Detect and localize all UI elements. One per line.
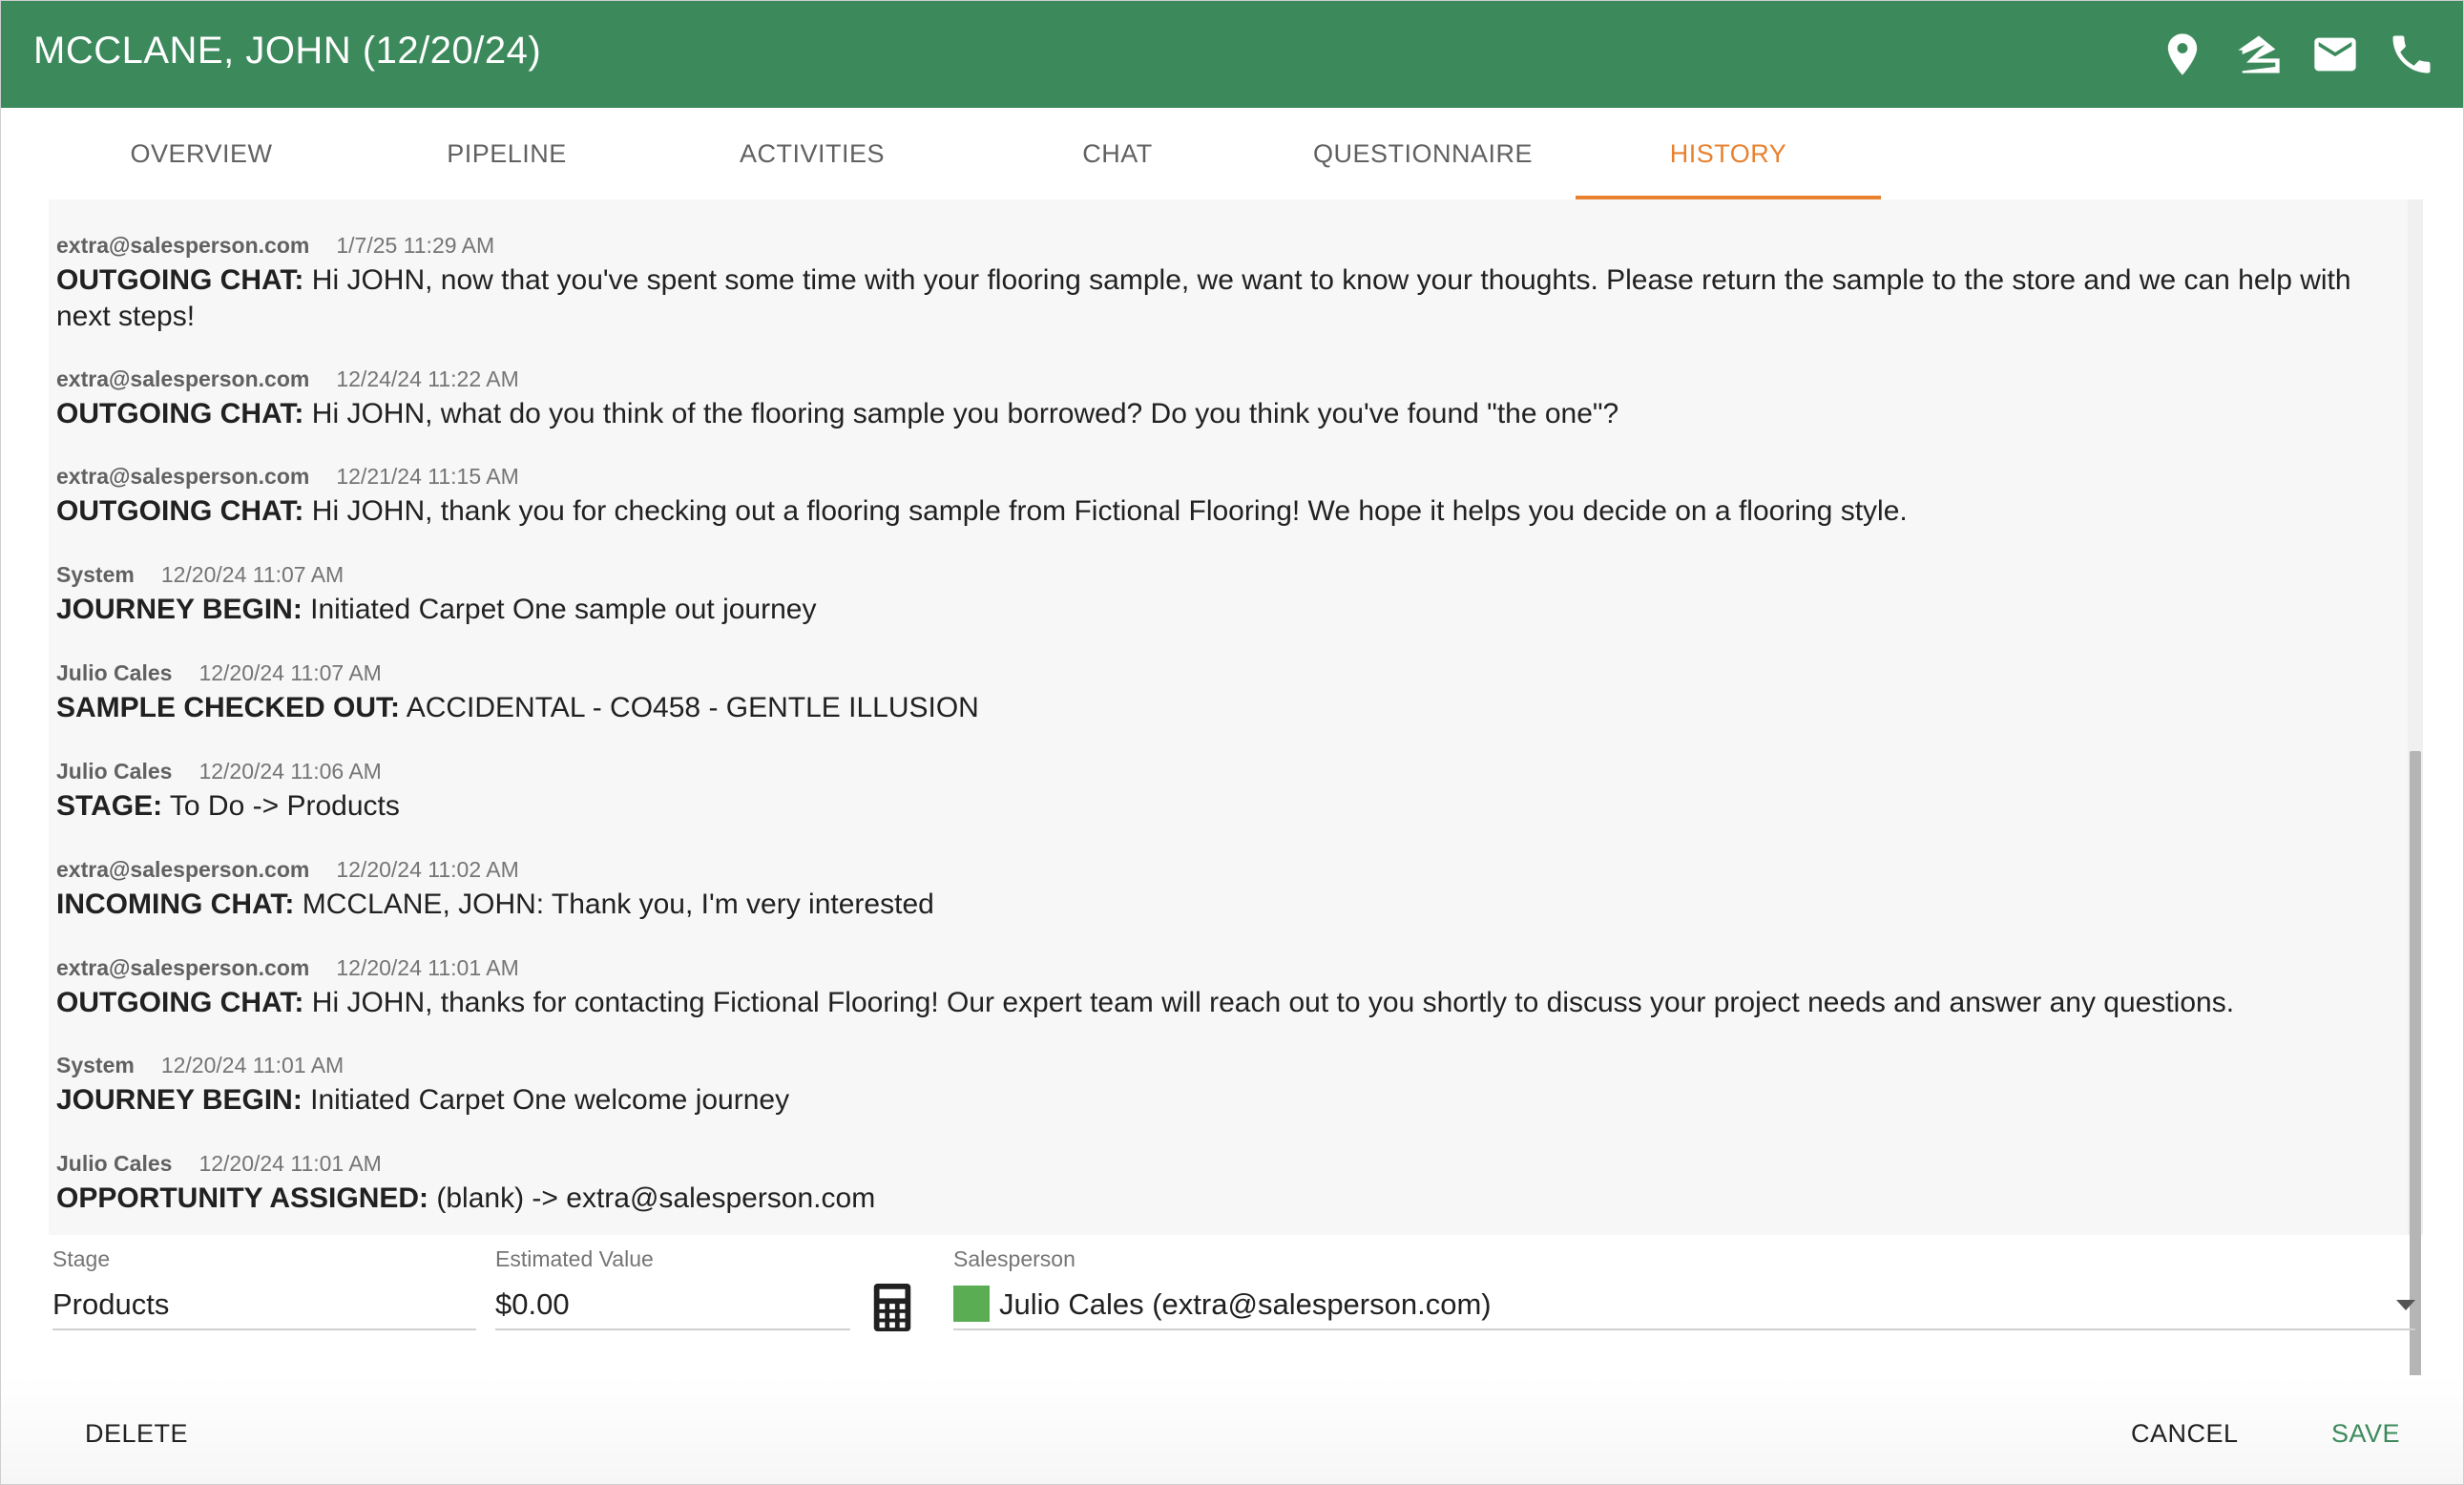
entry-text: To Do -> Products: [162, 790, 400, 822]
entry-author: System: [56, 562, 135, 587]
entry-kind: SAMPLE CHECKED OUT:: [56, 692, 401, 723]
entry-text: ACCIDENTAL - CO458 - GENTLE ILLUSION: [400, 692, 979, 723]
stage-input[interactable]: Products: [52, 1281, 476, 1330]
entry-text: Initiated Carpet One sample out journey: [302, 594, 817, 625]
entry-author: extra@salesperson.com: [56, 366, 310, 391]
entry-time: 12/20/24 11:07 AM: [198, 660, 382, 685]
save-button[interactable]: SAVE: [2331, 1419, 2401, 1448]
mail-icon[interactable]: [2310, 30, 2360, 79]
stage-label: Stage: [52, 1246, 111, 1271]
tab-chat[interactable]: CHAT: [1082, 138, 1153, 168]
entry-time: 12/20/24 11:01 AM: [160, 1053, 345, 1077]
tab-pipeline[interactable]: PIPELINE: [447, 138, 567, 168]
entry-kind: OUTGOING CHAT:: [56, 987, 304, 1018]
list-item: [56, 461, 2385, 530]
history-scrollbar[interactable]: [2408, 199, 2423, 1235]
entry-author: extra@salesperson.com: [56, 857, 310, 882]
entry-time: 12/20/24 11:07 AM: [160, 562, 345, 587]
entry-text: Hi JOHN, thank you for checking out a flooring sample from Fictional Flooring! We hope it helps you decide on a flooring style.: [303, 495, 1908, 527]
entry-time: 12/20/24 11:01 AM: [198, 1151, 382, 1176]
zillow-home-icon[interactable]: [2234, 30, 2284, 79]
tab-activities[interactable]: ACTIVITIES: [739, 138, 886, 168]
entry-kind: INCOMING CHAT:: [56, 889, 295, 920]
list-item: [56, 559, 2385, 628]
entry-time: 12/20/24 11:02 AM: [336, 857, 519, 882]
entry-author: extra@salesperson.com: [56, 233, 310, 258]
entry-kind: OUTGOING CHAT:: [56, 495, 304, 527]
entry-author: Julio Cales: [56, 660, 173, 685]
history-list[interactable]: [49, 199, 2410, 1235]
estimated-value-input[interactable]: $0.00: [495, 1281, 850, 1330]
entry-author: extra@salesperson.com: [56, 955, 310, 980]
tab-bar: [1, 108, 2464, 199]
phone-icon[interactable]: [2387, 30, 2436, 79]
salesperson-label: Salesperson: [953, 1246, 1075, 1271]
entry-text: (blank) -> extra@salesperson.com: [428, 1182, 876, 1214]
list-item: [56, 756, 2385, 825]
page-title: MCCLANE, JOHN (12/20/24): [33, 30, 542, 72]
tab-history[interactable]: HISTORY: [1576, 108, 1881, 199]
delete-button[interactable]: DELETE: [85, 1419, 189, 1448]
salesperson-field[interactable]: [953, 1246, 2415, 1332]
salesperson-select[interactable]: [953, 1281, 2415, 1330]
location-pin-icon[interactable]: [2158, 30, 2207, 79]
calculator-icon[interactable]: [873, 1284, 911, 1331]
estimated-value-field[interactable]: [495, 1246, 850, 1332]
list-item: [56, 854, 2385, 923]
entry-kind: OUTGOING CHAT:: [56, 264, 304, 296]
entry-kind: JOURNEY BEGIN:: [56, 1084, 303, 1116]
dialog-header: [1, 1, 2464, 108]
entry-text: Initiated Carpet One welcome journey: [302, 1084, 790, 1116]
entry-author: extra@salesperson.com: [56, 464, 310, 489]
entry-author: Julio Cales: [56, 759, 173, 784]
dialog-footer: [1, 1375, 2464, 1485]
list-item: [56, 952, 2385, 1021]
list-item: [56, 658, 2385, 726]
entry-text: Hi JOHN, thanks for contacting Fictional Flooring! Our expert team will reach out to you shortly to discuss your project needs and answer any questions.: [303, 987, 2235, 1018]
list-item: [56, 364, 2385, 432]
salesperson-color-swatch: [953, 1286, 990, 1322]
entry-kind: STAGE:: [56, 790, 163, 822]
cancel-button[interactable]: CANCEL: [2131, 1419, 2239, 1448]
estimated-value-label: Estimated Value: [495, 1246, 654, 1271]
dropdown-arrow-icon[interactable]: [2396, 1300, 2415, 1310]
entry-text: Hi JOHN, what do you think of the flooring sample you borrowed? Do you think you've found "the one"?: [303, 398, 1619, 429]
tab-questionnaire[interactable]: QUESTIONNAIRE: [1312, 138, 1534, 168]
entry-time: 1/7/25 11:29 AM: [336, 233, 495, 258]
entry-text: Hi JOHN, now that you've spent some time with your flooring sample, we want to know your thoughts. Please return the sample to the store and we can help with next steps!: [56, 264, 2351, 332]
tab-overview[interactable]: OVERVIEW: [130, 138, 273, 168]
list-item: [56, 1148, 2385, 1217]
entry-time: 12/20/24 11:01 AM: [336, 955, 519, 980]
entry-kind: OUTGOING CHAT:: [56, 398, 304, 429]
list-item: [56, 230, 2385, 335]
entry-kind: JOURNEY BEGIN:: [56, 594, 303, 625]
entry-time: 12/21/24 11:15 AM: [336, 464, 519, 489]
entry-author: System: [56, 1053, 135, 1077]
list-item: [56, 1050, 2385, 1119]
entry-time: 12/24/24 11:22 AM: [336, 366, 519, 391]
salesperson-value: Julio Cales (extra@salesperson.com): [999, 1287, 1492, 1321]
entry-text: MCCLANE, JOHN: Thank you, I'm very interested: [294, 889, 934, 920]
entry-time: 12/20/24 11:06 AM: [198, 759, 382, 784]
stage-field[interactable]: [52, 1246, 476, 1332]
entry-author: Julio Cales: [56, 1151, 173, 1176]
entry-kind: OPPORTUNITY ASSIGNED:: [56, 1182, 429, 1214]
